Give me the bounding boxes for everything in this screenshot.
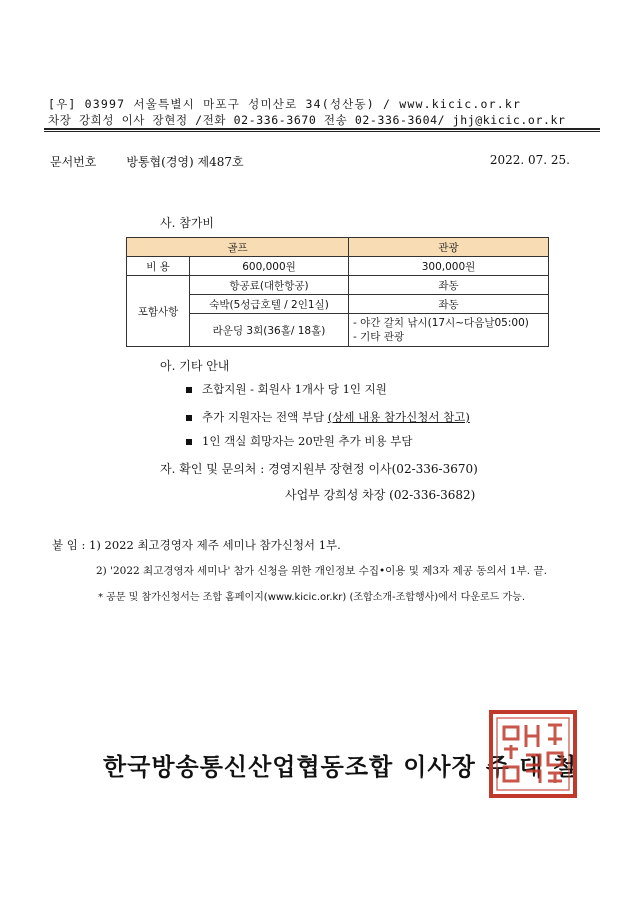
section-contact: 자. 확인 및 문의처 : 경영지원부 장현정 이사(02-336-3670) [160,462,478,476]
sender-name: 주 대 철 [485,753,578,781]
note-support-text: 조합지원 - 회원사 1개사 당 1인 지원 [202,382,387,396]
tour-other: - 기타 관광 [353,331,405,343]
table-header-row [127,238,549,257]
letterhead-contact: 차장 강희성 이사 장현정 /전화 02-336-3670 전송 02-336-3604/ jhj@kicic.or.kr [48,113,566,127]
header-divider-thin [44,131,600,132]
included-tour-hotel: 좌동 [349,295,549,314]
note-extra-cost-text: 추가 지원자는 전액 부담 [202,410,328,424]
row-included-label: 포함사항 [127,276,190,347]
section-notes-title: 아. 기타 안내 [160,359,230,373]
section-fee-title: 사. 참가비 [160,216,214,230]
note-extra-cost [186,409,470,425]
table-row [127,314,549,347]
contact-secondary: 사업부 강희성 차장 (02-336-3682) [285,488,476,502]
attachment-1: 붙 임 : 1) 2022 최고경영자 제주 세미나 참가신청서 1부. [52,538,341,552]
attachment-note: * 공문 및 참가신청서는 조합 홈페이지(www.kicic.or.kr) (조합소개-조합행사)에서 다운로드 가능. [98,592,525,603]
included-tour-airfare: 좌동 [349,276,549,295]
note-single-room-text: 1인 객실 희망자는 20만원 추가 비용 부담 [202,434,413,448]
included-tour-extra [349,314,549,347]
fee-table [126,237,549,347]
document-number [50,153,274,170]
note-support [186,381,387,397]
bullet-square-icon [186,415,192,421]
included-golf-airfare: 항공료(대한항공) [190,276,349,295]
col-golf: 골프 [127,238,349,257]
row-fee-label: 비 용 [127,257,190,276]
fee-golf: 600,000원 [190,257,349,276]
letterhead-address: [우] 03997 서울특별시 마포구 성미산로 34(성산동) / www.kicic.or.kr [48,97,522,111]
sender-title: 이사장 [403,753,476,781]
header-divider [44,128,600,130]
document-number-value: 방통협(경영) 제487호 [126,155,244,169]
document-date: 2022. 07. 25. [489,153,570,167]
tour-fishing: - 야간 갈치 낚시(17시~다음날05:00) [353,317,529,329]
included-golf-rounds: 라운딩 3회(36홀/ 18홀) [190,314,349,347]
bullet-square-icon [186,439,192,445]
included-golf-hotel: 숙박(5성급호텔 / 2인1실) [190,295,349,314]
table-row [127,295,549,314]
official-seal-icon [485,709,578,799]
document-number-label: 문서번호 [50,155,97,169]
bullet-square-icon [186,387,192,393]
note-single-room [186,433,413,449]
note-extra-cost-reference: (상세 내용 참가신청서 참고) [327,410,470,424]
col-tour: 관광 [349,238,549,257]
table-row [127,276,549,295]
table-row [127,257,549,276]
attachment-2: 2) '2022 최고경영자 세미나' 참가 신청을 위한 개인정보 수집•이용 및 제3자 제공 동의서 1부. 끝. [96,565,547,577]
fee-tour: 300,000원 [349,257,549,276]
sender-org: 한국방송통신산업협동조합 [103,753,394,781]
